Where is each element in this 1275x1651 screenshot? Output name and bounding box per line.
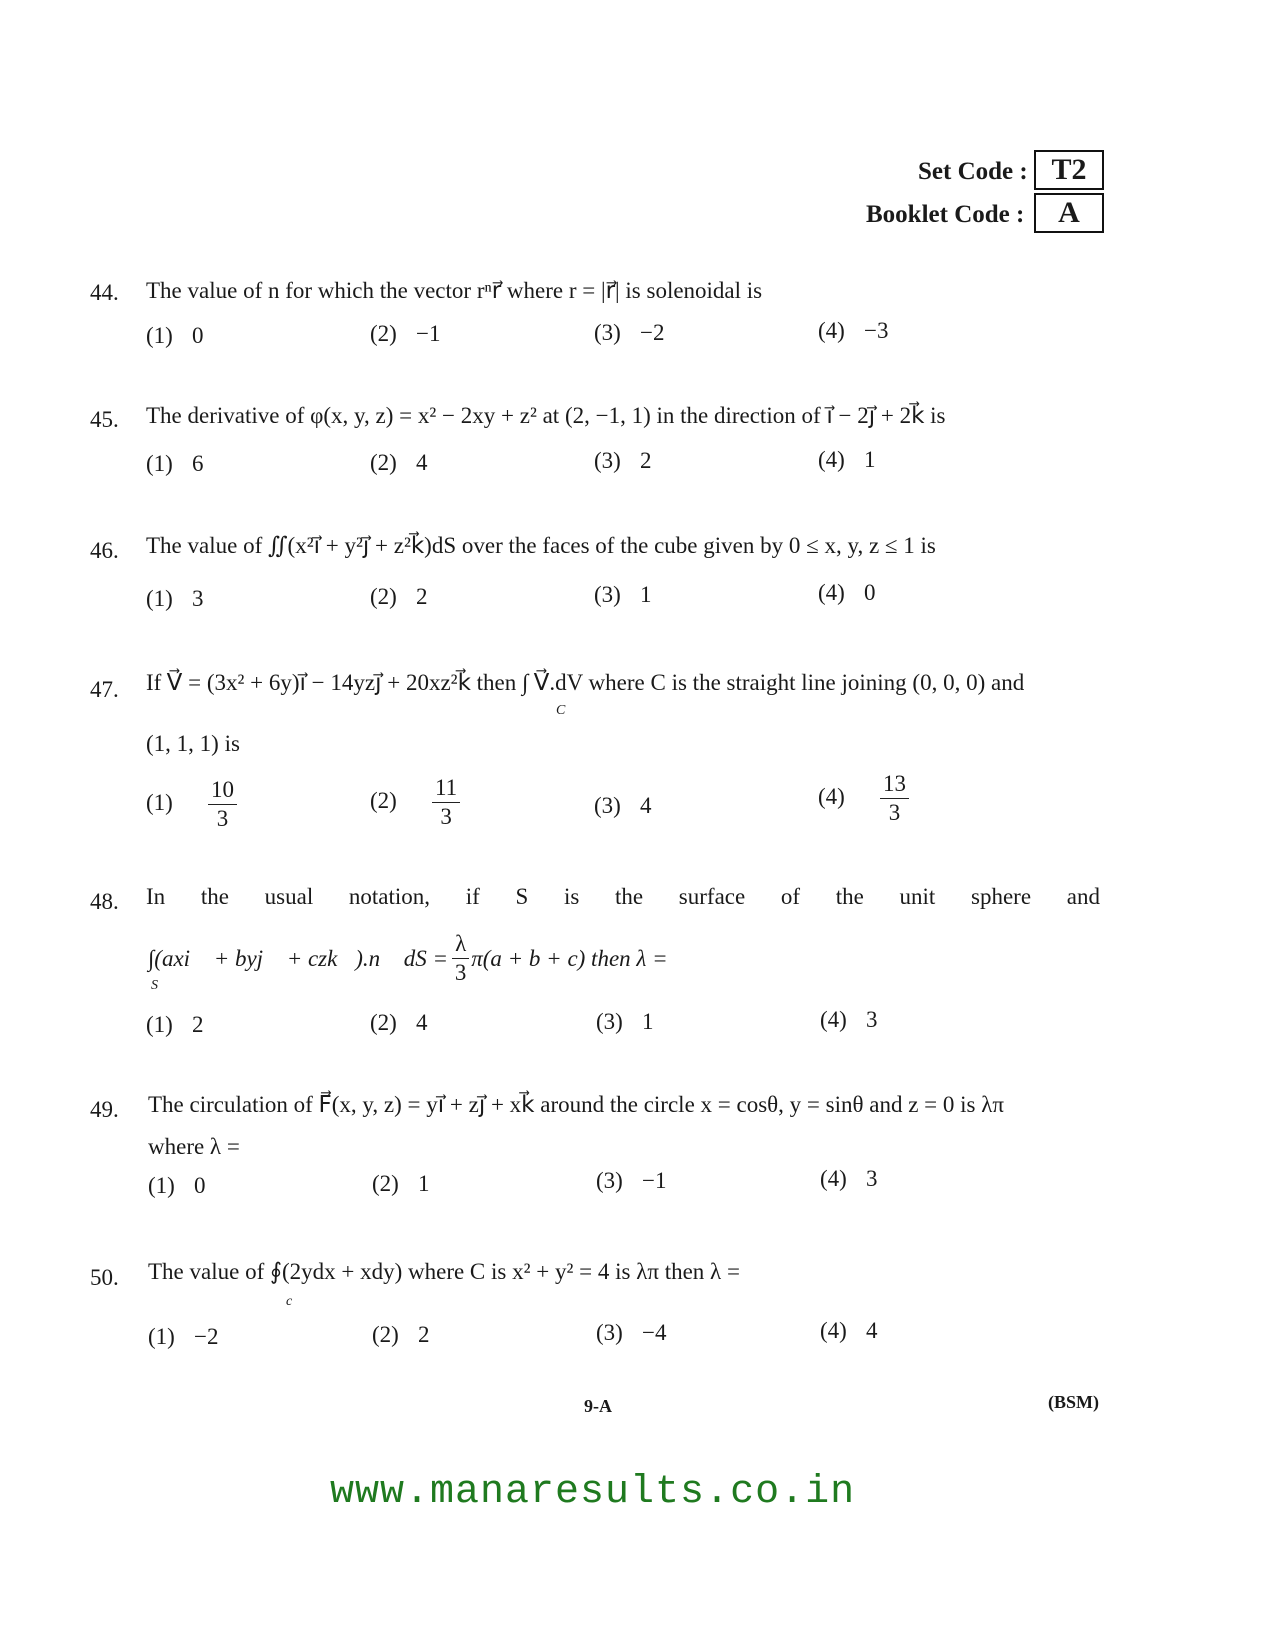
option-3: (3) 2: [594, 448, 652, 473]
option-2: (2) −1: [370, 321, 441, 346]
question-number: 44.: [90, 280, 119, 305]
booklet-code-value: A: [1034, 193, 1104, 233]
option-1: (1) 6: [146, 451, 204, 476]
question-number: 49.: [90, 1097, 119, 1122]
question-number: 48.: [90, 889, 119, 914]
option-3: (3) 1: [596, 1009, 654, 1034]
option-2: (2) 4: [370, 1010, 428, 1035]
fraction: $\frac{11}{3}$: [432, 774, 460, 831]
option-1: (1) 3: [146, 586, 204, 611]
question-stem-justified: In the usual notation, if S is the surface of the unit sphere and: [146, 884, 1100, 909]
option-1: (1) 2: [146, 1012, 204, 1037]
option-1: (1) −2: [148, 1324, 219, 1349]
question-stem-continued: (1, 1, 1) is: [146, 731, 240, 756]
option-3: (3) −1: [596, 1168, 667, 1193]
question-stem: If V⃗ = (3x² + 6y)i⃗ − 14yzj⃗ + 20xz²k⃗ then ∫ V⃗.dV where C is the straight line joining (0, 0, 0) and: [146, 670, 1025, 695]
booklet-code-label: Booklet Code :: [866, 201, 1025, 228]
integral-subscript: C: [556, 703, 566, 718]
integral-subscript: c: [286, 1294, 293, 1309]
set-code-label: Set Code :: [918, 158, 1028, 185]
question-stem: The value of ∬(x²i⃗ + y²j⃗ + z²k⃗)dS over the faces of the cube given by 0 ≤ x, y, z ≤ 1 is: [146, 533, 936, 558]
option-2: (2) 1: [372, 1171, 430, 1196]
question-stem: The value of ∮(2ydx + xdy) where C is x² + y² = 4 is λπ then λ =: [148, 1259, 740, 1284]
fraction: $\frac{10}{3}$: [208, 776, 237, 833]
option-2: (2) 4: [370, 450, 428, 475]
option-3: (3) 4: [594, 793, 652, 818]
question-number: 47.: [90, 677, 119, 702]
option-4: (4) $\frac{13}{3}$: [818, 770, 909, 827]
page-number: 9-A: [584, 1396, 612, 1416]
option-4: (4) 1: [818, 447, 876, 472]
option-4: (4) 4: [820, 1318, 878, 1343]
option-2: (2) 2: [372, 1322, 430, 1347]
set-code-value: T2: [1034, 150, 1104, 190]
question-stem-continued: where λ =: [148, 1134, 240, 1159]
subject-code: (BSM): [1048, 1392, 1099, 1412]
option-1: (1) $\frac{10}{3}$: [146, 776, 237, 833]
question-formula: ∫(axi⃗ + byj⃗ + czk⃗).n⃗ dS = $\frac{\lambda}{3}$ π(a + b + c) then λ =: [148, 931, 668, 985]
question-number: 46.: [90, 538, 119, 563]
option-3: (3) 1: [594, 582, 652, 607]
question-number: 50.: [90, 1265, 119, 1290]
option-1: (1) 0: [148, 1173, 206, 1198]
option-3: (3) −2: [594, 320, 665, 345]
question-stem: The circulation of F⃗(x, y, z) = yi⃗ + zj⃗ + xk⃗ around the circle x = cosθ, y = sinθ and z = 0 is λπ: [148, 1092, 1004, 1117]
integral-subscript: S: [151, 978, 158, 993]
question-stem: The derivative of φ(x, y, z) = x² − 2xy + z² at (2, −1, 1) in the direction of i⃗ − 2j⃗ + 2k⃗ is: [146, 403, 946, 428]
option-4: (4) 3: [820, 1007, 878, 1032]
option-4: (4) 3: [820, 1166, 878, 1191]
option-3: (3) −4: [596, 1320, 667, 1345]
option-2: (2) $\frac{11}{3}$: [370, 774, 460, 831]
fraction: $\frac{13}{3}$: [880, 770, 909, 827]
option-4: (4) −3: [818, 318, 889, 343]
question-number: 45.: [90, 407, 119, 432]
option-1: (1) 0: [146, 323, 204, 348]
question-stem: The value of n for which the vector rⁿr⃗ where r = |r⃗| is solenoidal is: [146, 278, 763, 303]
website-watermark: www.manaresults.co.in: [330, 1470, 856, 1515]
option-4: (4) 0: [818, 580, 876, 605]
option-2: (2) 2: [370, 584, 428, 609]
